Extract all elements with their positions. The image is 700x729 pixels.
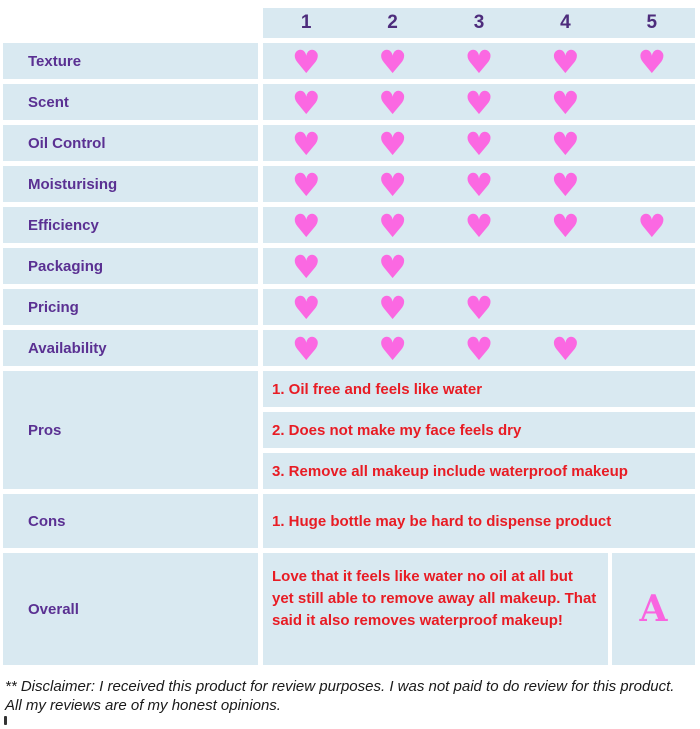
rating-label: Packaging [3, 248, 258, 284]
overall-text-cell [263, 553, 608, 665]
rating-hearts-cell [263, 125, 695, 161]
heart-icon: ♥ [551, 206, 580, 245]
rating-hearts-cell [263, 166, 695, 202]
heart-icon: ♥ [378, 83, 407, 122]
heart-icon: ♥ [464, 288, 494, 327]
rating-hearts-cell [263, 289, 695, 325]
rating-label: Oil Control [3, 125, 258, 161]
disclaimer [5, 677, 697, 715]
cons-label: Cons [3, 494, 258, 548]
heart-icon: ♥ [378, 288, 407, 327]
pros-row [3, 371, 695, 489]
overall-row [3, 553, 695, 665]
cons-row [3, 494, 695, 548]
overall-label: Overall [3, 553, 258, 665]
disclaimer-line-1: ** Disclaimer: I received this product for review purposes. I was not paid to do review for this product. [5, 678, 675, 695]
rating-label: Texture [3, 43, 258, 79]
heart-icon: ♥ [291, 329, 321, 368]
heart-icon: ♥ [291, 83, 321, 122]
heart-icon: ♥ [464, 42, 494, 81]
rating-label: Availability [3, 330, 258, 366]
heart-icon: ♥ [291, 124, 321, 163]
rating-hearts-cell [263, 207, 695, 243]
heart-icon: ♥ [551, 329, 580, 368]
stray-mark [4, 716, 7, 725]
rating-row-scent [3, 84, 695, 120]
grade-letter: A [639, 588, 668, 630]
cons-items [263, 494, 695, 548]
rating-row-efficiency [3, 207, 695, 243]
pros-items [263, 371, 695, 489]
heart-icon: ♥ [378, 247, 407, 286]
rating-row-texture [3, 43, 695, 79]
heart-icon: ♥ [551, 42, 580, 81]
pros-item-2: 2. Does not make my face feels dry [263, 412, 695, 448]
rating-label: Efficiency [3, 207, 258, 243]
heart-icon: ♥ [464, 124, 494, 163]
scale-number-4: 4 [560, 12, 571, 33]
pros-item-3: 3. Remove all makeup include waterproof makeup [263, 453, 695, 489]
pros-item-1: 1. Oil free and feels like water [263, 371, 695, 407]
pros-label: Pros [3, 371, 258, 489]
heart-icon: ♥ [378, 165, 407, 204]
scale-number-3: 3 [473, 12, 485, 33]
heart-icon: ♥ [291, 288, 321, 327]
disclaimer-line-2: All my reviews are of my honest opinions. [5, 697, 281, 714]
rating-hearts-cell [263, 84, 695, 120]
grade-cell [612, 553, 695, 665]
heart-icon: ♥ [637, 42, 667, 81]
heart-icon: ♥ [378, 124, 407, 163]
heart-icon: ♥ [551, 124, 580, 163]
rating-row-pricing [3, 289, 695, 325]
heart-icon: ♥ [551, 165, 580, 204]
heart-icon: ♥ [378, 42, 407, 81]
heart-icon: ♥ [291, 247, 321, 286]
cons-item-1: 1. Huge bottle may be hard to dispense product [263, 494, 695, 548]
heart-icon: ♥ [464, 329, 494, 368]
heart-icon: ♥ [637, 206, 667, 245]
rating-label: Pricing [3, 289, 258, 325]
scale-header [263, 8, 695, 38]
heart-icon: ♥ [464, 83, 494, 122]
heart-icon: ♥ [291, 42, 321, 81]
heart-icon: ♥ [291, 165, 321, 204]
rating-hearts-cell [263, 330, 695, 366]
heart-icon: ♥ [551, 83, 580, 122]
rating-row-packaging [3, 248, 695, 284]
scale-number-2: 2 [387, 12, 398, 33]
review-table [3, 8, 695, 665]
scale-number-1: 1 [300, 12, 312, 33]
rating-hearts-cell [263, 248, 695, 284]
rating-hearts-cell [263, 43, 695, 79]
heart-icon: ♥ [378, 206, 407, 245]
rating-row-oil-control [3, 125, 695, 161]
scale-number-5: 5 [646, 12, 658, 33]
rating-row-moisturising [3, 166, 695, 202]
overall-text: Love that it feels like water no oil at all but yet still able to remove away all makeup. That said it also removes waterproof makeup! [272, 568, 597, 629]
heart-icon: ♥ [378, 329, 407, 368]
rating-label: Scent [3, 84, 258, 120]
rating-row-availability [3, 330, 695, 366]
scale-header-row [3, 8, 695, 38]
heart-icon: ♥ [464, 165, 494, 204]
rating-label: Moisturising [3, 166, 258, 202]
header-corner-spacer [3, 8, 258, 38]
heart-icon: ♥ [464, 206, 494, 245]
heart-icon: ♥ [291, 206, 321, 245]
